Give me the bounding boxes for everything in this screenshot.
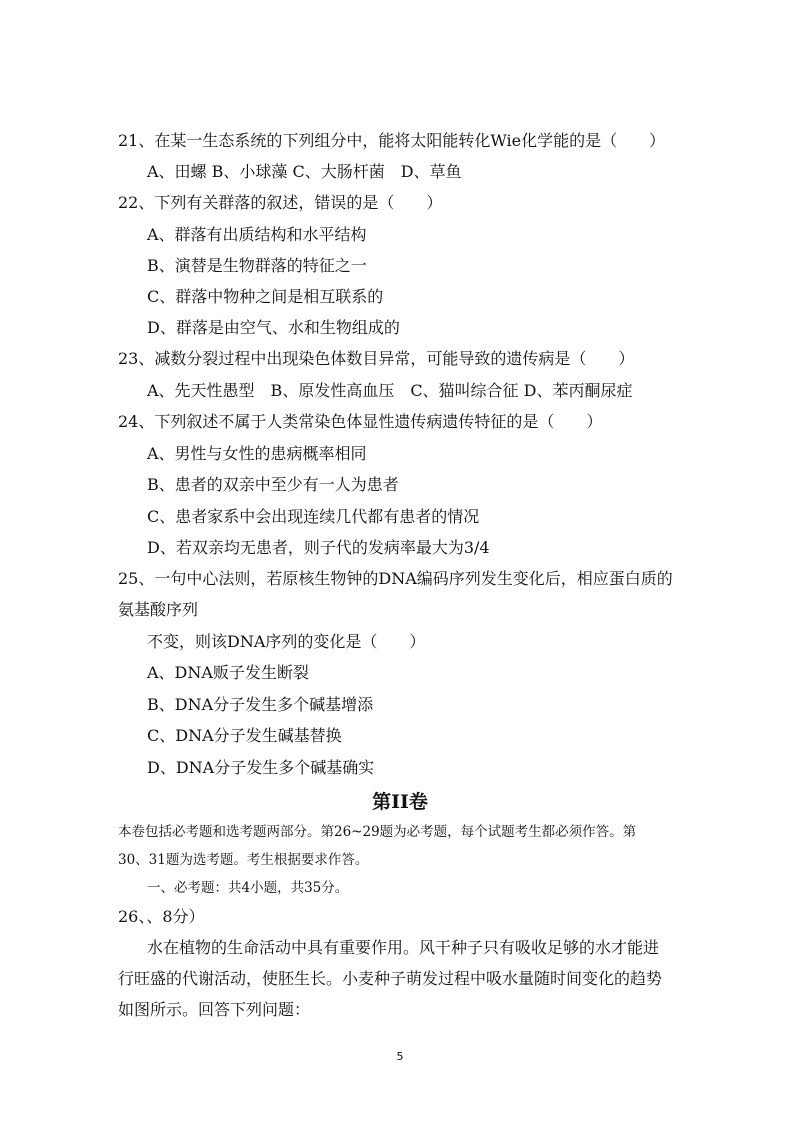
q24-option-b: B、患者的双亲中至少有一人为患者: [147, 475, 399, 494]
q22-option-d: D、群落是由空气、水和生物组成的: [147, 318, 400, 337]
q25-option-a: A、DNA贩子发生断裂: [147, 663, 309, 682]
q25-option-b: B、DNA分子发生多个碱基增添: [147, 695, 374, 714]
q23-stem: 23、减数分裂过程中出现染色体数目异常，可能导致的遗传病是（ ）: [118, 349, 635, 368]
q22-option-b: B、演替是生物群落的特征之一: [147, 256, 367, 275]
section-intro-line2: 30、31题为选考题。考生根据要求作答。: [118, 852, 369, 868]
q26-para-line2: 行旺盛的代谢活动，使胚生长。小麦种子萌发过程中吸水量随时间变化的趋势: [118, 969, 663, 988]
q25-stem-line3: 不变，则该DNA序列的变化是（ ）: [147, 632, 426, 651]
section-intro-line1: 本卷包括必考题和选考题两部分。第26~29题为必考题，每个试题考生都必须作答。第: [118, 824, 637, 840]
q25-option-c: C、DNA分子发生碱基替换: [147, 726, 342, 745]
section-title: 第II卷: [372, 791, 428, 813]
q22-stem: 22、下列有关群落的叙述，错误的是（ ）: [118, 193, 443, 212]
q24-option-d: D、若双亲均无患者，则子代的发病率最大为3/4: [147, 538, 490, 557]
q25-stem-line2: 氨基酸序列: [118, 600, 199, 619]
q25-option-d: D、DNA分子发生多个碱基确实: [147, 758, 375, 777]
q23-options: A、先天性愚型 B、原发性高血压 C、猫叫综合征 D、苯丙酮尿症: [147, 381, 633, 400]
q24-option-c: C、患者家系中会出现连续几代都有患者的情况: [147, 507, 480, 526]
q21-options: A、田螺 B、小球藻 C、大肠杆菌 D、草鱼: [147, 162, 462, 181]
q22-option-c: C、群落中物种之间是相互联系的: [147, 287, 384, 306]
q24-stem: 24、下列叙述不属于人类常染色体显性遗传病遗传特征的是（ ）: [118, 412, 603, 431]
q26-stem: 26、、8分）: [118, 907, 205, 926]
q24-option-a: A、男性与女性的患病概率相同: [147, 444, 367, 463]
page-number: 5: [396, 1050, 404, 1063]
q25-stem-line1: 25、一句中心法则，若原核生物钟的DNA编码序列发生变化后，相应蛋白质的: [118, 569, 673, 588]
q22-option-a: A、群落有出质结构和水平结构: [147, 225, 367, 244]
section-part1: 一、必考题：共4小题，共35分。: [147, 880, 349, 896]
q26-para-line3: 如图所示。回答下列问题：: [118, 1000, 311, 1019]
q26-para-line1: 水在植物的生命活动中具有重要作用。风干种子只有吸收足够的水才能进: [147, 938, 660, 957]
q21-stem: 21、在某一生态系统的下列组分中，能将太阳能转化Wie化学能的是（ ）: [118, 131, 666, 150]
